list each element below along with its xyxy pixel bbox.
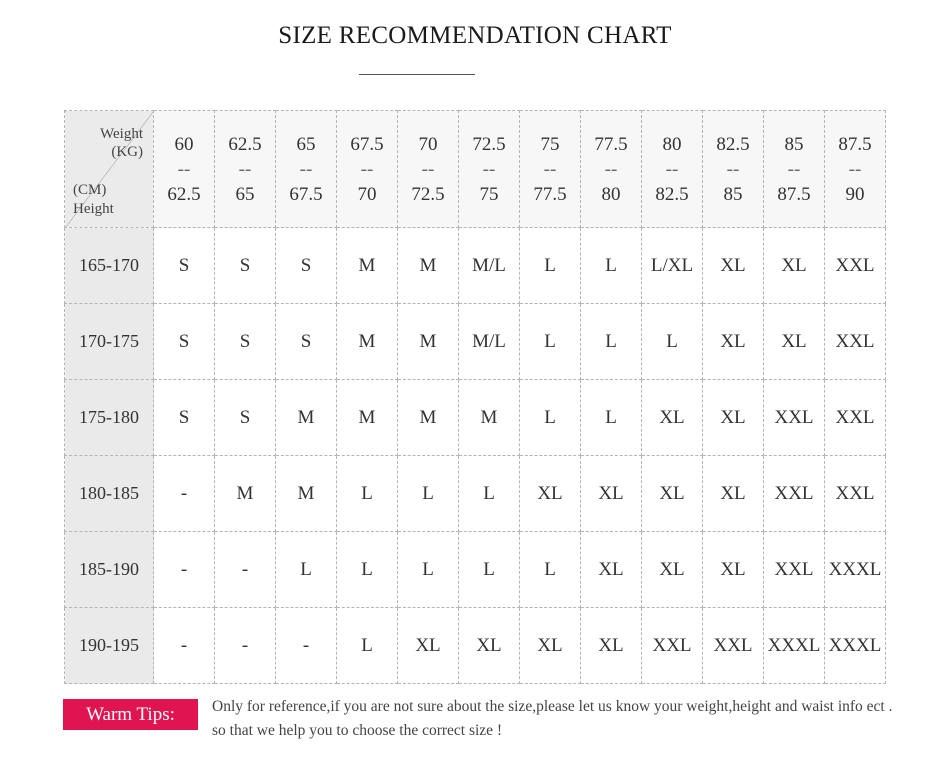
size-cell: M [398, 304, 459, 380]
weight-range-from: 72.5 [472, 133, 506, 155]
weight-range-to: 77.5 [533, 183, 567, 205]
weight-range-from: 80 [662, 133, 682, 155]
size-cell: XL [642, 532, 703, 608]
size-cell: S [276, 228, 337, 304]
weight-unit: (KG) [111, 144, 143, 160]
weight-range-header [215, 111, 276, 228]
weight-range-from: 70 [418, 133, 438, 155]
weight-range-separator: -- [665, 158, 679, 180]
size-cell: M [215, 456, 276, 532]
height-range-cell: 180-185 [65, 456, 154, 532]
warm-tips-text: Only for reference,if you are not sure about the size,please let us know your weight,height and waist info ect . so that we help you to choose the correct size ! [212, 698, 893, 739]
weight-range-separator: -- [543, 158, 557, 180]
size-cell: XL [581, 608, 642, 684]
size-cell: XXL [825, 380, 886, 456]
weight-range-separator: -- [604, 158, 618, 180]
weight-label: Weight [100, 126, 143, 142]
size-cell: XL [398, 608, 459, 684]
size-cell: L [337, 456, 398, 532]
height-axis-label [73, 181, 114, 219]
size-cell: M [398, 228, 459, 304]
table-row [65, 456, 886, 532]
weight-range-to: 70 [357, 183, 377, 205]
weight-range-to: 65 [235, 183, 255, 205]
weight-range-from: 77.5 [594, 133, 628, 155]
size-cell: XXXL [825, 532, 886, 608]
page-title: SIZE RECOMMENDATION CHART [278, 22, 672, 49]
size-cell: XL [581, 532, 642, 608]
size-cell: M [337, 380, 398, 456]
size-cell: XL [764, 304, 825, 380]
size-cell: XL [703, 380, 764, 456]
weight-range-from: 75 [540, 133, 560, 155]
weight-range-separator: -- [177, 158, 191, 180]
table-corner-cell [65, 111, 154, 228]
size-cell: L [459, 456, 520, 532]
size-cell: L [520, 532, 581, 608]
size-cell: S [154, 380, 215, 456]
warm-tips-badge: Warm Tips: [63, 699, 198, 730]
weight-range-header [337, 111, 398, 228]
size-cell: XXXL [764, 608, 825, 684]
weight-range-separator: -- [787, 158, 801, 180]
weight-range-from: 62.5 [228, 133, 262, 155]
weight-range-header [642, 111, 703, 228]
size-cell: L [520, 380, 581, 456]
size-cell: XXL [764, 380, 825, 456]
weight-range-header [581, 111, 642, 228]
size-cell: XL [520, 456, 581, 532]
size-cell: S [154, 304, 215, 380]
size-cell: - [276, 608, 337, 684]
size-cell: XL [703, 304, 764, 380]
size-cell: L [581, 380, 642, 456]
height-range-cell: 190-195 [65, 608, 154, 684]
weight-range-from: 87.5 [838, 133, 872, 155]
size-cell: XL [581, 456, 642, 532]
size-cell: XL [764, 228, 825, 304]
title-underline [359, 74, 475, 75]
weight-range-header [764, 111, 825, 228]
size-cell: XXL [764, 456, 825, 532]
size-cell: L [398, 532, 459, 608]
size-cell: S [276, 304, 337, 380]
size-cell: XL [642, 456, 703, 532]
size-cell: XXL [642, 608, 703, 684]
size-cell: M [337, 304, 398, 380]
weight-range-from: 65 [296, 133, 316, 155]
size-cell: L [459, 532, 520, 608]
height-range-cell: 185-190 [65, 532, 154, 608]
weight-range-header [825, 111, 886, 228]
weight-range-from: 85 [784, 133, 804, 155]
size-cell: XXL [825, 228, 886, 304]
weight-range-to: 62.5 [167, 183, 201, 205]
size-cell: - [154, 456, 215, 532]
weight-range-separator: -- [238, 158, 252, 180]
weight-range-header [459, 111, 520, 228]
weight-range-separator: -- [360, 158, 374, 180]
size-cell: XXXL [825, 608, 886, 684]
table-row [65, 304, 886, 380]
size-cell: - [154, 608, 215, 684]
size-cell: S [215, 228, 276, 304]
weight-range-separator: -- [299, 158, 313, 180]
size-cell: L [642, 304, 703, 380]
weight-range-separator: -- [726, 158, 740, 180]
size-cell: L [520, 304, 581, 380]
weight-range-header [276, 111, 337, 228]
table-row [65, 228, 886, 304]
size-cell: S [215, 380, 276, 456]
weight-range-to: 87.5 [777, 183, 811, 205]
size-cell: XL [703, 532, 764, 608]
weight-range-to: 67.5 [289, 183, 323, 205]
weight-axis-label [100, 125, 143, 161]
size-cell: M [276, 380, 337, 456]
weight-range-to: 80 [601, 183, 621, 205]
size-cell: M [398, 380, 459, 456]
size-cell: M [337, 228, 398, 304]
weight-range-separator: -- [421, 158, 435, 180]
weight-range-from: 60 [174, 133, 194, 155]
size-cell: XXL [703, 608, 764, 684]
height-range-cell: 170-175 [65, 304, 154, 380]
size-cell: XL [703, 456, 764, 532]
size-cell: XL [459, 608, 520, 684]
weight-range-header [520, 111, 581, 228]
size-cell: S [215, 304, 276, 380]
weight-range-to: 75 [479, 183, 499, 205]
size-cell: L [337, 532, 398, 608]
height-range-cell: 165-170 [65, 228, 154, 304]
weight-range-to: 85 [723, 183, 743, 205]
weight-range-to: 82.5 [655, 183, 689, 205]
weight-range-separator: -- [482, 158, 496, 180]
size-cell: L [520, 228, 581, 304]
table-row [65, 608, 886, 684]
weight-range-header [398, 111, 459, 228]
weight-range-header [154, 111, 215, 228]
size-cell: - [154, 532, 215, 608]
size-cell: - [215, 608, 276, 684]
size-cell: L [337, 608, 398, 684]
size-cell: M/L [459, 304, 520, 380]
size-cell: L/XL [642, 228, 703, 304]
height-label: Height [73, 201, 114, 217]
size-cell: XXL [825, 456, 886, 532]
size-cell: M/L [459, 228, 520, 304]
table-row [65, 532, 886, 608]
size-cell: L [581, 228, 642, 304]
size-cell: - [215, 532, 276, 608]
size-cell: XXL [764, 532, 825, 608]
weight-range-separator: -- [848, 158, 862, 180]
size-cell: L [276, 532, 337, 608]
weight-range-header [703, 111, 764, 228]
size-cell: M [459, 380, 520, 456]
size-cell: XXL [825, 304, 886, 380]
height-unit: (CM) [73, 182, 107, 198]
table-row [65, 380, 886, 456]
size-cell: XL [703, 228, 764, 304]
size-cell: XL [520, 608, 581, 684]
size-cell: M [276, 456, 337, 532]
weight-range-from: 67.5 [350, 133, 384, 155]
weight-range-to: 90 [845, 183, 865, 205]
weight-range-to: 72.5 [411, 183, 445, 205]
table-header-row [65, 111, 886, 228]
size-cell: L [581, 304, 642, 380]
weight-range-from: 82.5 [716, 133, 750, 155]
size-table [64, 110, 886, 684]
height-range-cell: 175-180 [65, 380, 154, 456]
size-cell: L [398, 456, 459, 532]
size-cell: XL [642, 380, 703, 456]
size-cell: S [154, 228, 215, 304]
